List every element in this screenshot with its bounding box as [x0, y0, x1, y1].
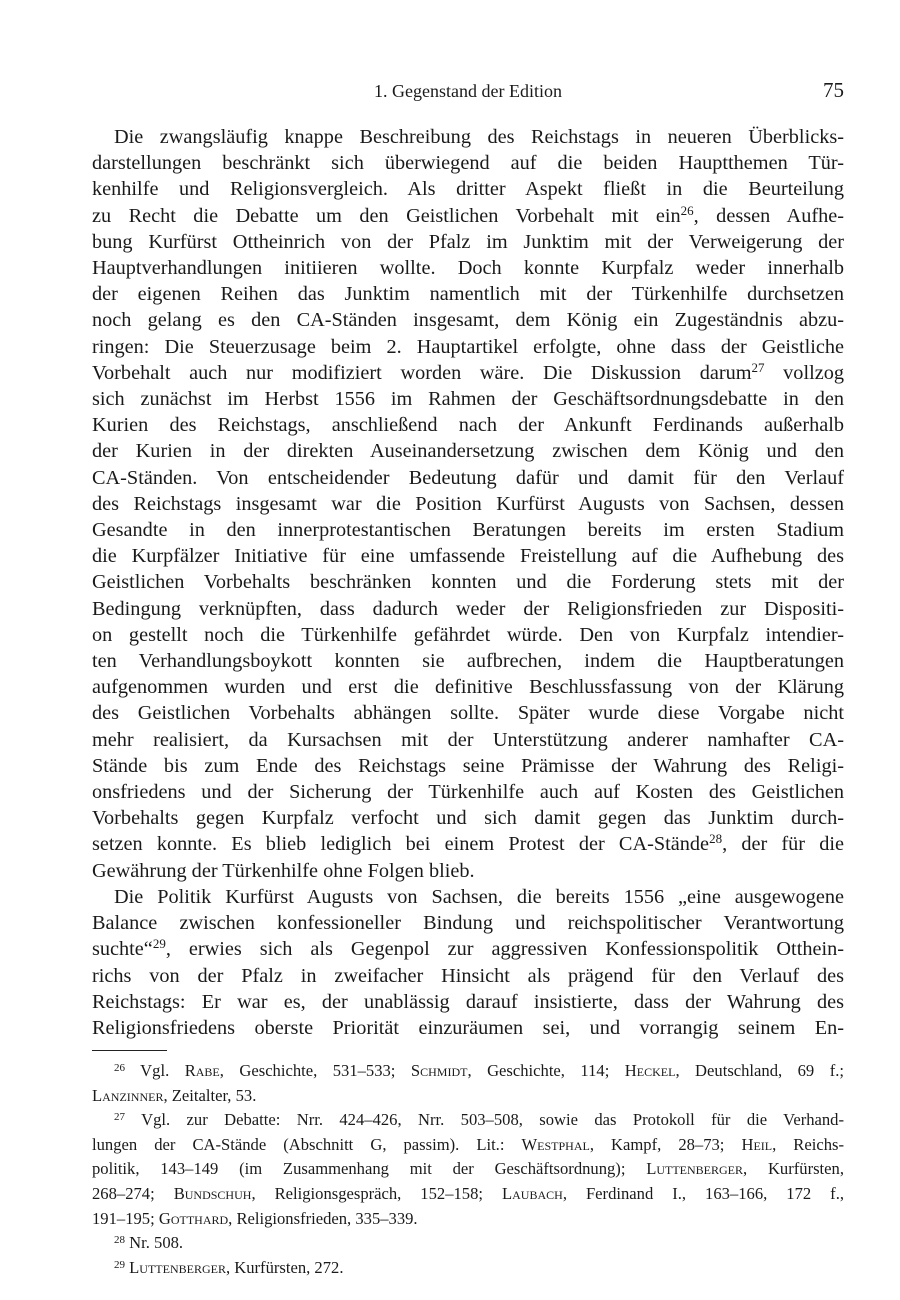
body-line [92, 753, 844, 779]
body-line [92, 858, 844, 884]
author-name: Laubach [502, 1183, 563, 1203]
text-run: , Ferdinand I., 163–166, 172 f., [562, 1183, 844, 1203]
footnote-ref: 26 [680, 202, 694, 218]
text-run: Die Politik Kurfürst Augusts von Sachsen, die bereits 1556 „eine ausgewogene [114, 885, 844, 908]
text-run: sich zunächst im Herbst 1556 im Rahmen der Geschäftsordnungsdebatte in den [92, 388, 844, 411]
footnote-line [92, 1182, 844, 1207]
text-run: , Zeitalter, 53. [163, 1085, 257, 1105]
author-name: Schmidt [410, 1061, 468, 1080]
text-run: Vorbehalts gegen Kurpfalz verfocht und sich damit gegen das Junktim durch- [92, 807, 844, 830]
text-run: , Kurfürsten, [743, 1159, 844, 1179]
body-line [92, 412, 844, 438]
author-name: Gotthard [158, 1208, 229, 1228]
page-number: 75 [823, 78, 844, 102]
body-line [92, 281, 844, 307]
footnote-ref: 27 [751, 359, 765, 375]
footnote-separator [92, 1050, 167, 1051]
body-line [92, 307, 844, 333]
text-run: 268–274; [92, 1183, 174, 1203]
text-run: Vorbehalt auch nur modifiziert worden wäre. Die Diskussion darum [92, 361, 752, 384]
body-line [92, 674, 844, 700]
body-line [92, 805, 844, 831]
text-run: Vgl. [125, 1061, 185, 1080]
footnote-line [92, 1256, 844, 1281]
body-line [92, 465, 844, 491]
author-name: Heckel [624, 1061, 676, 1080]
text-run: , Deutschland, 69 f.; [675, 1061, 844, 1080]
text-run: der Kurien in der direkten Auseinandersetzung zwischen dem König und den [92, 440, 844, 463]
text-run: suchte“ [92, 938, 153, 961]
text-run: Hauptverhandlungen initiieren wollte. Doch konnte Kurpfalz weder innerhalb [92, 257, 844, 280]
text-run: Kurien des Reichstags, anschließend nach der Ankunft Ferdinands außerhalb [92, 414, 844, 437]
body-line [92, 543, 844, 569]
footnote-line [92, 1059, 844, 1084]
text-run: des Reichstags insgesamt war die Position Kurfürst Augusts von Sachsen, dessen [92, 492, 844, 515]
page-header [92, 78, 844, 104]
text-run: Geistlichen Vorbehalts beschränken konnten und die Forderung stets mit der [92, 571, 844, 594]
text-run: Stände bis zum Ende des Reichstags seine Prämisse der Wahrung des Religi- [92, 754, 844, 777]
text-run: Religionsfriedens oberste Priorität einzuräumen sei, und vorrangig seinem En- [92, 1016, 844, 1039]
text-run: Balance zwischen konfessioneller Bindung und reichspolitischer Verantwortung [92, 912, 844, 935]
running-title: 1. Gegenstand der Edition [374, 81, 562, 101]
body-line [92, 1015, 844, 1041]
text-run: kenhilfe und Religionsvergleich. Als dritter Aspekt fließt in die Beurteilung [92, 178, 844, 201]
body-line [92, 517, 844, 543]
text-run: politik, 143–149 (im Zusammenhang mit der Geschäftsordnung); [92, 1159, 647, 1179]
footnote-ref: 29 [152, 936, 166, 952]
footnotes [92, 1059, 844, 1280]
body-text [92, 124, 844, 1041]
author-name: Luttenberger [129, 1257, 226, 1277]
body-line [92, 360, 844, 386]
text-run: bung Kurfürst Ottheinrich von der Pfalz im Junktim mit der Verweigerung der [92, 230, 844, 253]
body-line [92, 963, 844, 989]
text-run: , erwies sich als Gegenpol zur aggressiven Konfessionspolitik Otthein- [165, 938, 844, 961]
text-run: des Geistlichen Vorbehalts abhängen sollte. Später wurde diese Vorgabe nicht [92, 702, 844, 725]
text-run: , Geschichte, 114; [467, 1061, 625, 1080]
text-run: aufgenommen wurden und erst die definitive Beschlussfassung von der Klärung [92, 676, 844, 699]
text-run: ten Verhandlungsboykott konnten sie aufbrechen, indem die Hauptberatungen [92, 650, 844, 673]
text-run: noch gelang es den CA-Ständen insgesamt, dem König ein Zugeständnis abzu- [92, 309, 844, 332]
text-run: Gesandte in den innerprotestantischen Beratungen bereits im ersten Stadium [92, 519, 844, 542]
footnote-line [92, 1157, 844, 1182]
body-line [92, 438, 844, 464]
body-line [92, 936, 844, 962]
text-run: Vgl. zur Debatte: Nrr. 424–426, Nrr. 503–508, sowie das Protokoll für die Verhand- [125, 1110, 844, 1130]
body-line [92, 569, 844, 595]
text-run: lungen der CA-Stände (Abschnitt G, passim). Lit.: [92, 1134, 522, 1154]
body-line [92, 229, 844, 255]
author-name: Rabe [184, 1061, 220, 1080]
body-line [92, 700, 844, 726]
body-line [92, 203, 844, 229]
footnote-ref: 27 [114, 1111, 125, 1124]
body-line [92, 779, 844, 805]
text-run: die Kurpfälzer Initiative für eine umfassende Freistellung auf die Aufhebung des [92, 545, 844, 568]
text-run: 191–195; [92, 1208, 159, 1228]
body-line [92, 150, 844, 176]
body-line [92, 648, 844, 674]
footnote-ref: 29 [114, 1258, 125, 1271]
text-run: Bedingung verknüpften, dass dadurch weder der Religionsfrieden zur Dispositi- [92, 597, 844, 620]
text-run: on gestellt noch die Türkenhilfe gefährdet würde. Den von Kurpfalz intendier- [92, 623, 844, 646]
body-line [92, 176, 844, 202]
body-line [92, 910, 844, 936]
author-name: Westphal [521, 1134, 590, 1154]
text-run: , Kampf, 28–73; [589, 1134, 742, 1154]
text-run: ringen: Die Steuerzusage beim 2. Hauptartikel erfolgte, ohne dass der Geistliche [92, 335, 844, 358]
body-line [92, 884, 844, 910]
text-run: CA-Ständen. Von entscheidender Bedeutung dafür und damit für den Verlauf [92, 466, 844, 489]
body-line [92, 334, 844, 360]
body-line [92, 386, 844, 412]
text-run: Nr. 508. [125, 1233, 184, 1253]
body-line [92, 596, 844, 622]
text-run: setzen konnte. Es blieb lediglich bei einem Protest der CA-Stände [92, 833, 710, 856]
footnote-line [92, 1231, 844, 1256]
text-run: , der für die [722, 833, 844, 856]
text-run: der eigenen Reihen das Junktim namentlich mit der Türkenhilfe durchsetzen [92, 283, 844, 306]
body-line [92, 124, 844, 150]
text-run: onsfriedens und der Sicherung der Türkenhilfe auch auf Kosten des Geistlichen [92, 781, 844, 804]
body-line [92, 831, 844, 857]
footnote-line [92, 1108, 844, 1133]
body-line [92, 989, 844, 1015]
text-run: zu Recht die Debatte um den Geistlichen Vorbehalt mit ein [92, 204, 681, 227]
text-run: , Religionsfrieden, 335–339. [228, 1208, 418, 1228]
footnote-line [92, 1133, 844, 1158]
footnote-line [92, 1207, 844, 1232]
text-run: mehr realisiert, da Kursachsen mit der Unterstützung anderer namhafter CA- [92, 728, 844, 751]
text-run: , Geschichte, 531–533; [219, 1061, 411, 1080]
text-run: darstellungen beschränkt sich überwiegend auf die beiden Hauptthemen Tür- [92, 152, 844, 175]
body-line [92, 255, 844, 281]
author-name: Bundschuh [173, 1183, 252, 1203]
footnote-ref: 26 [114, 1062, 125, 1074]
body-line [92, 491, 844, 517]
body-line [92, 727, 844, 753]
author-name: Lanzinner [92, 1085, 164, 1105]
text-run: , dessen Aufhe- [693, 204, 844, 227]
text-run: , Reichs- [772, 1134, 844, 1154]
text-run: Die zwangsläufig knappe Beschreibung des Reichstags in neueren Überblicks- [114, 126, 844, 148]
text-run: Gewährung der Türkenhilfe ohne Folgen blieb. [92, 859, 475, 882]
footnote-ref: 28 [709, 831, 723, 847]
text-run: richs von der Pfalz in zweifacher Hinsicht als prägend für den Verlauf des [92, 964, 844, 987]
author-name: Luttenberger [646, 1159, 744, 1179]
footnote-ref: 28 [114, 1234, 125, 1247]
text-run: , Religionsgespräch, 152–158; [251, 1183, 502, 1203]
text-run: , Kurfürsten, 272. [225, 1257, 344, 1277]
body-line [92, 622, 844, 648]
footnote-line [92, 1084, 844, 1109]
text-run: vollzog [764, 361, 844, 384]
author-name: Heil [741, 1134, 773, 1154]
text-run: Reichstags: Er war es, der unablässig darauf insistierte, dass der Wahrung des [92, 990, 844, 1013]
